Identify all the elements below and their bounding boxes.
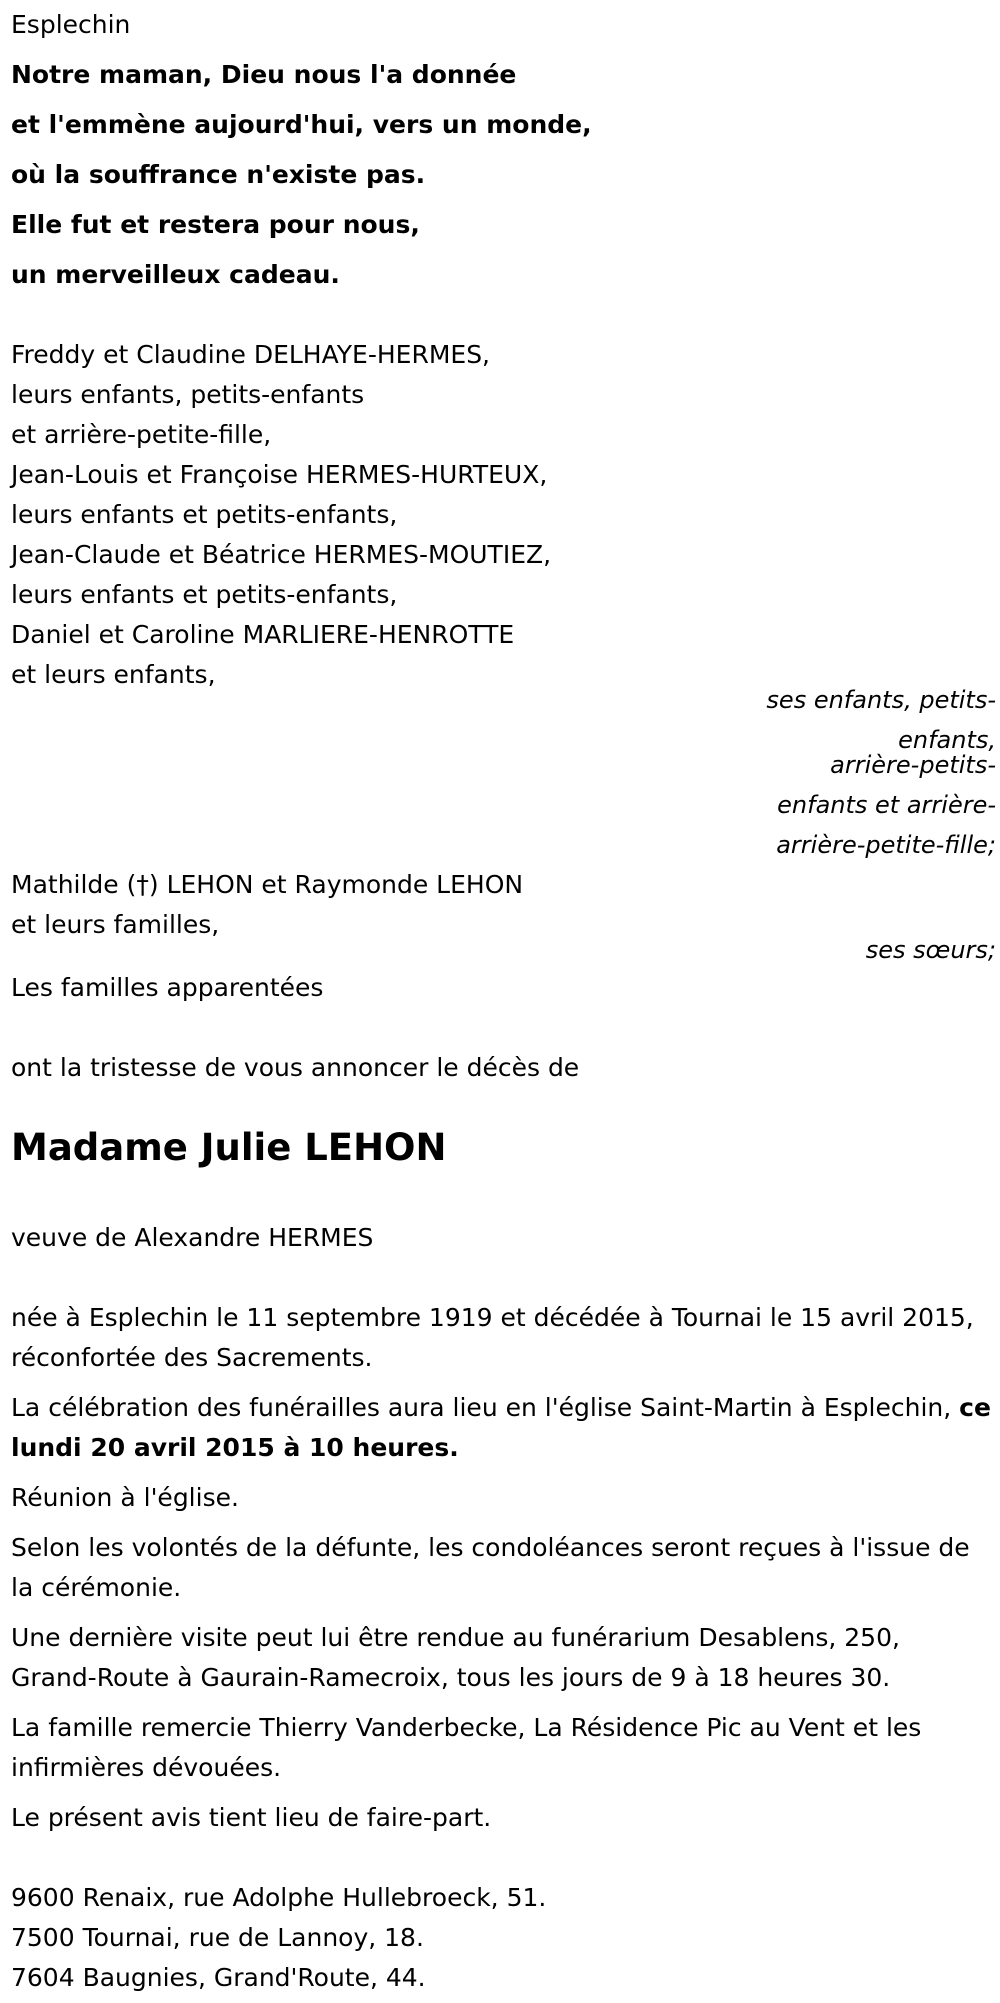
meeting: Réunion à l'église. bbox=[11, 1483, 239, 1512]
family-line: leurs enfants, petits-enfants bbox=[11, 380, 365, 409]
families-line: Les familles apparentées bbox=[11, 973, 324, 1002]
sisters-relation: ses sœurs; bbox=[865, 936, 996, 964]
family-line: Daniel et Caroline MARLIERE-HENROTTE bbox=[11, 620, 515, 649]
family-line: Mathilde (†) LEHON et Raymonde LEHON bbox=[11, 870, 524, 899]
relation-line: enfants et arrière- bbox=[777, 791, 996, 819]
family-line: et leurs familles, bbox=[11, 910, 220, 939]
notice: Le présent avis tient lieu de faire-part. bbox=[11, 1803, 492, 1832]
funeral-info bbox=[11, 1388, 991, 1468]
family-line: Jean-Louis et Françoise HERMES-HURTEUX, bbox=[11, 460, 548, 489]
family-line: Jean-Claude et Béatrice HERMES-MOUTIEZ, bbox=[11, 540, 552, 569]
visit-info: Une dernière visite peut lui être rendue au funérarium Desablens, 250, Grand-Route à Gaurain-Ramecroix, tous les jours de 9 à 18 heures 30. bbox=[11, 1623, 900, 1692]
announcement: ont la tristesse de vous annoncer le décès de bbox=[11, 1053, 580, 1082]
address-line: 7604 Baugnies, Grand'Route, 44. bbox=[11, 1963, 426, 1992]
condolences: Selon les volontés de la défunte, les condoléances seront reçues à l'issue de la cérémonie. bbox=[11, 1533, 970, 1602]
place-heading: Esplechin bbox=[11, 10, 131, 39]
poem-line: et l'emmène aujourd'hui, vers un monde, bbox=[11, 110, 592, 139]
relation-line: ses enfants, petits- bbox=[766, 686, 996, 714]
poem-line: où la souffrance n'existe pas. bbox=[11, 160, 426, 189]
relation-line: arrière-petite-fille; bbox=[776, 831, 996, 859]
relation-line: enfants, bbox=[898, 726, 996, 754]
family-line: Freddy et Claudine DELHAYE-HERMES, bbox=[11, 340, 491, 369]
family-line: leurs enfants et petits-enfants, bbox=[11, 500, 398, 529]
family-line: leurs enfants et petits-enfants, bbox=[11, 580, 398, 609]
family-line: et leurs enfants, bbox=[11, 660, 216, 689]
family-line: et arrière-petite-fille, bbox=[11, 420, 272, 449]
poem-line: Elle fut et restera pour nous, bbox=[11, 210, 420, 239]
funeral-intro: La célébration des funérailles aura lieu en l'église Saint-Martin à Esplechin, bbox=[11, 1393, 960, 1422]
relation-line: arrière-petits- bbox=[830, 751, 996, 779]
address-line: 9600 Renaix, rue Adolphe Hullebroeck, 51. bbox=[11, 1883, 547, 1912]
funeral-time: ce lundi 20 avril 2015 à 10 heures. bbox=[11, 1393, 991, 1462]
thanks: La famille remercie Thierry Vanderbecke, La Résidence Pic au Vent et les infirmières dévouées. bbox=[11, 1713, 922, 1782]
address-line: 7500 Tournai, rue de Lannoy, 18. bbox=[11, 1923, 424, 1952]
poem-line: Notre maman, Dieu nous l'a donnée bbox=[11, 60, 517, 89]
deceased-name: Madame Julie LEHON bbox=[11, 1126, 447, 1169]
poem-line: un merveilleux cadeau. bbox=[11, 260, 340, 289]
birth-death: née à Esplechin le 11 septembre 1919 et décédée à Tournai le 15 avril 2015, réconfortée des Sacrements. bbox=[11, 1303, 974, 1372]
widow-of: veuve de Alexandre HERMES bbox=[11, 1223, 374, 1252]
